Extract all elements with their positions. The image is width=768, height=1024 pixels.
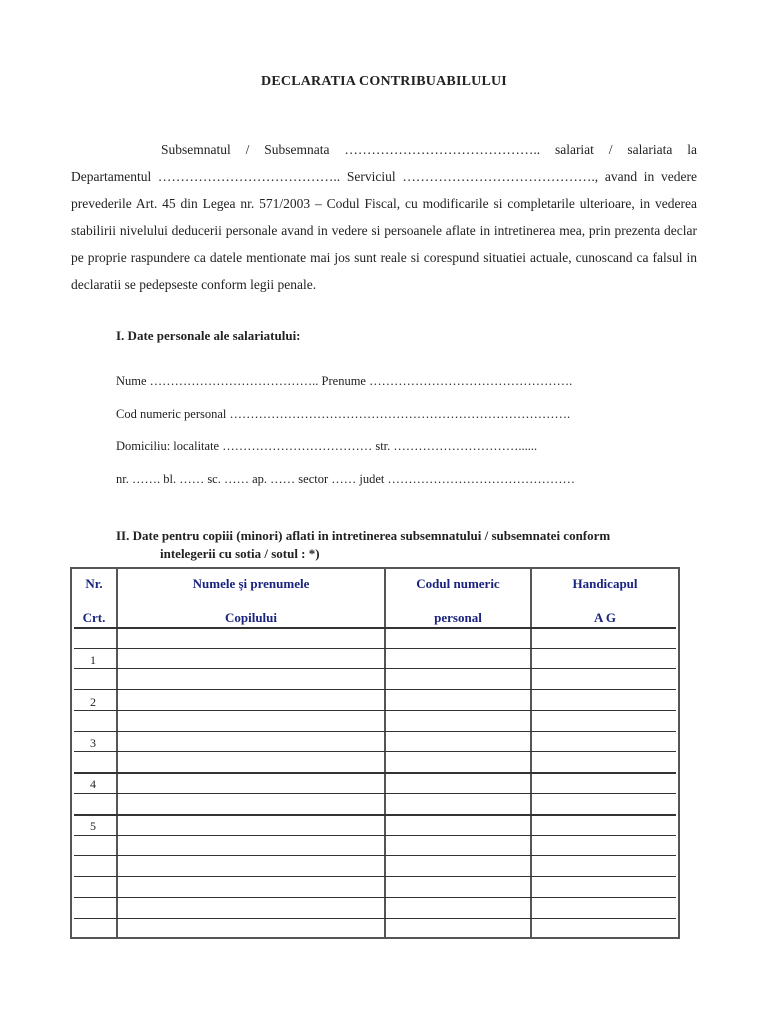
table-row-line <box>74 710 676 711</box>
table-row-line <box>74 855 676 856</box>
table-row-line <box>74 731 676 732</box>
table-row-line <box>74 751 676 752</box>
children-table <box>70 567 680 939</box>
row-number-1: 1 <box>90 653 96 667</box>
field-nume-prenume[interactable]: Nume ………………………………….. Prenume …………………………………………. <box>116 374 573 388</box>
page-title: DECLARATIA CONTRIBUABILULUI <box>261 74 507 89</box>
header-handicapul-label: Handicapul <box>572 576 638 591</box>
table-row-line <box>74 918 676 919</box>
section2-heading-line1: II. Date pentru copiii (minori) aflati in intretinerea subsemnatului / subsemnatei conform <box>116 528 611 543</box>
field-cnp[interactable]: Cod numeric personal ………………………………………………………………………. <box>116 407 571 421</box>
table-row-line <box>74 627 676 629</box>
header-cnp <box>386 569 530 625</box>
section2-heading-line2: intelegerii cu sotia / sotul : *) <box>160 546 320 561</box>
header-personal-label: personal <box>434 610 482 625</box>
table-row-line <box>74 793 676 794</box>
field-domiciliu[interactable]: Domiciliu: localitate ……………………………… str. …………………………...... <box>116 439 538 453</box>
intro-text: Subsemnatul / Subsemnata …………………………………….. salariat / salariata la Departamentul ………………………………….. Serviciul ……………………………………., avand in vedere prevederile Art. 45 din Legea nr. 571/2003 – Codul Fiscal, cu modificarile si completarile ulterioare, in vederea stabilirii nivelului deducerii personale avand in vedere si persoanele aflate in intretinerea mea, prin prezenta declar pe proprie raspundere ca datele mentionate mai jos sunt reale si corespund situatiei actuale, cunoscand ca falsul in declaratii se pedepseste conform legii penale. <box>71 142 697 292</box>
header-crt-label: Crt. <box>82 610 106 625</box>
field-adresa[interactable]: nr. ……. bl. …… sc. …… ap. …… sector …… judet ……………………………………… <box>116 472 575 486</box>
header-nume <box>118 569 384 625</box>
table-row-line <box>74 814 676 816</box>
section2-heading <box>116 527 697 563</box>
header-nume-label: Numele şi prenumele <box>192 576 310 591</box>
table-row-line <box>74 668 676 669</box>
table-row-line <box>74 897 676 898</box>
header-ag-label: A G <box>593 610 617 625</box>
row-number-4: 4 <box>90 777 96 791</box>
intro-paragraph <box>71 136 697 298</box>
table-row-line <box>74 835 676 836</box>
column-nume <box>118 569 386 937</box>
column-nr-crt <box>72 569 118 937</box>
table-row-line <box>74 772 676 774</box>
header-codul-label: Codul numeric <box>416 576 500 591</box>
header-handicap <box>532 569 678 625</box>
table-row-line <box>74 689 676 690</box>
row-number-5: 5 <box>90 819 96 833</box>
row-number-2: 2 <box>90 695 96 709</box>
column-cnp <box>386 569 532 937</box>
row-number-3: 3 <box>90 736 96 750</box>
header-copilului-label: Copilului <box>224 610 278 625</box>
header-nr-crt <box>72 569 116 625</box>
column-handicap <box>532 569 678 937</box>
table-row-line <box>74 648 676 649</box>
section1-heading: I. Date personale ale salariatului: <box>116 328 301 343</box>
table-row-line <box>74 876 676 877</box>
header-nr-label: Nr. <box>85 576 103 591</box>
